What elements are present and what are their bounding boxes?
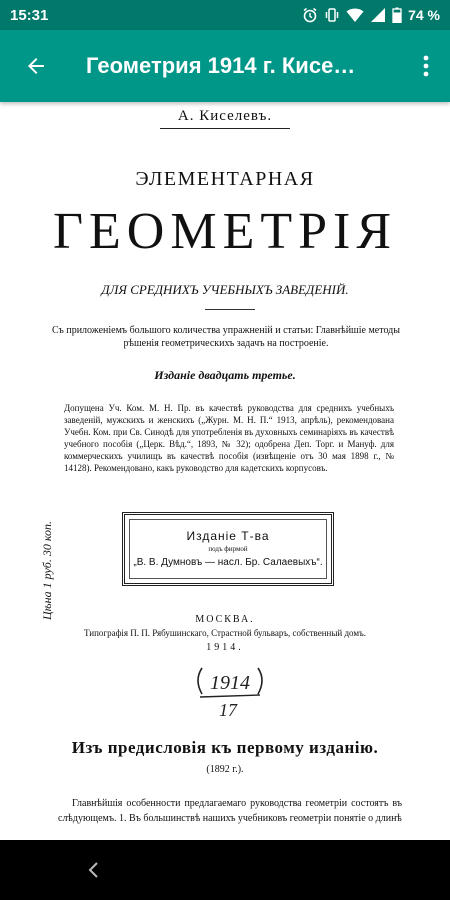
preface-body: Главнѣйшія особенности предлагаемаго руководства геометріи состоятъ въ слѣдующемъ. 1. Въ большинствѣ нашихъ учебниковъ геометріи понятіе о длинѣ [58, 798, 402, 824]
app-bar [0, 30, 450, 102]
status-icons [302, 7, 440, 23]
publisher-box-title: Изданіе Т-ва [186, 529, 270, 543]
nav-back-button[interactable] [78, 855, 108, 885]
signal-icon [370, 7, 386, 23]
status-bar [0, 0, 450, 30]
back-button[interactable] [20, 50, 52, 82]
book-description: Съ приложеніемъ большого количества упражненій и статьи: Главнѣйшіе методы рѣшенія геометрическихъ задачъ на построеніе. [52, 325, 400, 349]
battery-icon [392, 7, 402, 23]
preface-year: (1892 г.). [206, 764, 244, 775]
document-page[interactable] [0, 102, 450, 840]
arrow-back-icon [24, 54, 48, 78]
navigation-bar [0, 840, 450, 900]
vibrate-icon [324, 7, 340, 23]
price-stamp [40, 480, 60, 620]
divider [205, 309, 255, 310]
imprint-year: 1914. [206, 642, 244, 653]
approval-text: Допущена Уч. Ком. М. Н. Пр. въ качествѣ руководства для среднихъ учебныхъ заведеній, мужскихъ и женскихъ („Журн. М. Н. П.“ 1913, апрѣль), рекомендована Учебн. Ком. при Св. Синодѣ для употребленія въ духовныхъ семинаріяхъ въ качествѣ учебного пособія („Церк. Вѣд.“, 1893, № 32); одобрена Деп. Торг. и Мануф. для коммерческихъ училищъ въ качествѣ пособія (извѣщеніе отъ 30 мая 1898 г., № 14128). Рекомендовано, какъ руководство для кадетскихъ корпусовъ. [64, 403, 394, 473]
book-purpose: ДЛЯ СРЕДНИХЪ УЧЕБНЫХЪ ЗАВЕДЕНІЙ. [101, 282, 349, 297]
wifi-icon [346, 7, 364, 23]
status-time: 15:31 [10, 6, 49, 24]
imprint-printer: Типографія П. П. Рябушинскаго, Страстной бульваръ, собственный домъ. [83, 628, 366, 638]
edition-note: Изданіе двадцать третье. [154, 368, 296, 382]
publisher-box-sub: подъ фирмой [208, 545, 248, 553]
author-name: А. Киселевъ. [177, 108, 273, 124]
publisher-box [122, 512, 334, 586]
publisher-name: „В. В. Думновъ — насл. Бр. Салаевыхъ“. [133, 557, 323, 568]
imprint-city: МОСКВА. [195, 614, 255, 625]
battery-percent: 74 % [408, 7, 440, 23]
more-vert-icon [423, 55, 429, 77]
book-subtitle: ЭЛЕМЕНТАРНАЯ [135, 168, 315, 190]
handwritten-number: 17 [219, 700, 237, 720]
handwritten-note [190, 664, 270, 722]
author-underline [160, 128, 290, 129]
handwritten-year: 1914 [210, 672, 250, 694]
preface-heading: Изъ предисловія къ первому изданію. [71, 738, 379, 757]
price-text: Цѣна 1 руб. 30 коп. [40, 521, 54, 620]
alarm-icon [302, 7, 318, 23]
document-title: Геометрия 1914 г. Кисе… [86, 53, 356, 78]
nav-back-icon [87, 861, 99, 879]
overflow-menu-button[interactable] [412, 50, 440, 82]
book-title: ГЕОМЕТРІЯ [52, 203, 398, 260]
